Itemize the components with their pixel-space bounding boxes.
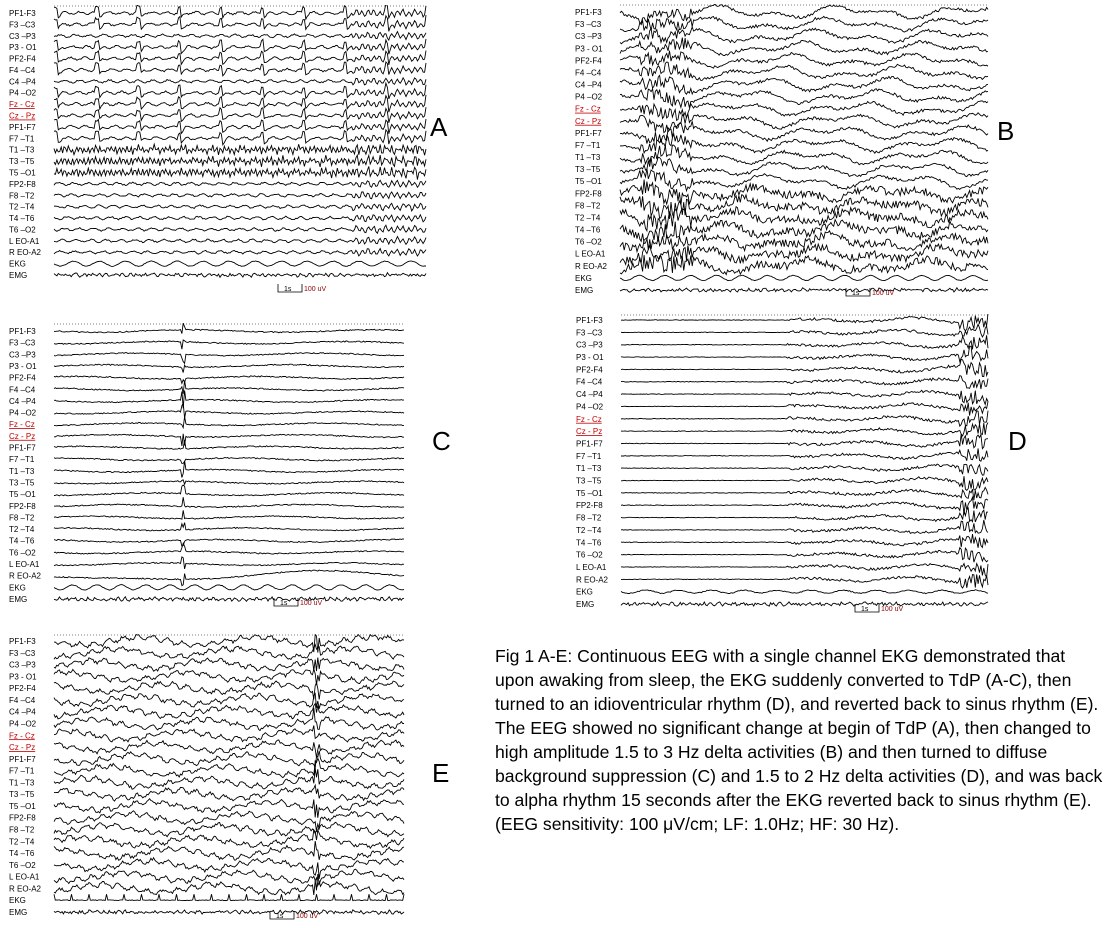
channel-label: Fz - Cz — [9, 100, 35, 110]
channel-label: T1 –T3 — [9, 145, 35, 155]
channel-label: P4 –O2 — [575, 92, 603, 102]
eeg-trace — [54, 180, 426, 187]
channel-label: F7 –T1 — [9, 134, 35, 144]
eeg-trace — [621, 602, 988, 606]
eeg-trace — [620, 4, 988, 23]
eeg-trace — [620, 51, 988, 68]
eeg-trace — [620, 145, 988, 165]
channel-label: R EO-A2 — [9, 884, 42, 894]
channel-label: PF2-F4 — [9, 54, 36, 64]
channel-label: L EO-A1 — [575, 249, 606, 259]
eeg-trace — [54, 215, 426, 222]
channel-label: EKG — [575, 273, 592, 283]
channel-label: P4 –O2 — [9, 88, 37, 98]
eeg-trace — [621, 534, 988, 548]
eeg-trace — [54, 822, 404, 836]
channel-label: PF1-F7 — [9, 754, 36, 764]
channel-label: F4 –C4 — [9, 385, 36, 395]
eeg-trace — [54, 15, 426, 31]
channel-label: EMG — [9, 595, 28, 604]
eeg-trace — [54, 440, 404, 449]
channel-label: T5 –O1 — [576, 488, 603, 498]
channel-label: T5 –O1 — [9, 801, 36, 811]
eeg-trace — [54, 390, 404, 408]
channel-label: F8 –T2 — [575, 201, 601, 211]
channel-label: C3 –P3 — [575, 32, 602, 42]
channel-label: PF1-F7 — [575, 128, 602, 138]
eeg-panel-e — [8, 634, 408, 924]
channel-label: PF1-F3 — [9, 637, 36, 646]
channel-label: L EO-A1 — [9, 560, 40, 570]
eeg-trace — [54, 107, 426, 123]
panel-letter-b: B — [997, 116, 1015, 146]
eeg-trace — [620, 168, 988, 190]
eeg-trace — [54, 858, 404, 879]
channel-label: T3 –T5 — [9, 790, 35, 800]
channel-label: PF1-F7 — [9, 443, 36, 453]
eeg-trace — [54, 78, 426, 85]
channel-label: C3 –P3 — [9, 660, 36, 670]
channel-label: T2 –T4 — [9, 525, 35, 535]
channel-label: F7 –T1 — [575, 140, 601, 150]
channel-label: F3 –C3 — [9, 648, 36, 658]
eeg-trace — [54, 381, 404, 394]
channel-label: T1 –T3 — [576, 464, 602, 474]
eeg-trace — [621, 548, 988, 563]
eeg-trace — [620, 16, 988, 32]
eeg-trace — [54, 130, 426, 145]
eeg-trace — [54, 726, 404, 742]
channel-label: FP2-F8 — [9, 501, 36, 511]
channel-label: P3 - O1 — [9, 361, 37, 371]
channel-label: EKG — [9, 896, 26, 906]
channel-label: EKG — [576, 587, 593, 597]
eeg-traces-e — [8, 634, 408, 924]
channel-label: P3 - O1 — [575, 44, 603, 54]
eeg-trace — [621, 574, 988, 588]
eeg-trace — [54, 510, 404, 519]
channel-label: T4 –T6 — [576, 538, 602, 548]
channel-label: T6 –O2 — [576, 550, 603, 560]
eeg-trace — [54, 799, 404, 818]
eeg-trace — [54, 894, 404, 900]
eeg-trace — [54, 119, 426, 134]
channel-label: T6 –O2 — [9, 225, 36, 235]
scale-time-label: 1s — [852, 290, 860, 297]
eeg-trace — [54, 457, 404, 463]
eeg-trace — [620, 195, 988, 219]
eeg-traces-a — [8, 5, 430, 303]
eeg-trace — [54, 768, 404, 789]
channel-label: Cz - Pz — [9, 431, 36, 441]
channel-label: R EO-A2 — [9, 248, 42, 258]
channel-label: PF2-F4 — [9, 684, 36, 694]
channel-label: Cz - Pz — [576, 427, 603, 437]
eeg-trace — [620, 157, 988, 176]
channel-label: P4 –O2 — [9, 408, 37, 418]
scale-amplitude-label: 100 uV — [304, 286, 327, 293]
eeg-trace — [54, 237, 426, 245]
eeg-trace — [54, 273, 426, 278]
panel-letter-a: A — [430, 112, 448, 142]
eeg-trace — [54, 878, 404, 895]
eeg-trace — [54, 557, 404, 569]
panel-letter-d: D — [1008, 426, 1027, 456]
eeg-trace — [54, 785, 404, 801]
eeg-trace — [621, 411, 988, 426]
channel-label: PF1-F3 — [9, 327, 36, 336]
eeg-trace — [621, 476, 988, 490]
eeg-trace — [54, 166, 426, 179]
channel-label: PF1-F3 — [9, 9, 36, 18]
channel-label: C4 –P4 — [9, 77, 36, 87]
figure-caption: Fig 1 A-E: Continuous EEG with a single channel EKG demonstrated that upon awaking from sleep, the EKG suddenly converted to TdP (A-C), then turned to an idioventricular rhythm (D), and reverted back to sinus rhythm (E). The EEG showed no significant change at begin of TdP (A), then changed to high amplitude 1.5 to 3 Hz delta activities (B) and then turned to diffuse background suppression (C) and 1.5 to 2 Hz delta activities (D), and was back to alpha rhythm 15 seconds after the EKG reverted back to sinus rhythm (E). (EEG sensitivity: 100 μV/cm; LF: 1.0Hz; HF: 30 Hz). — [495, 646, 1103, 834]
eeg-trace — [54, 261, 426, 267]
channel-label: R EO-A2 — [576, 575, 609, 585]
eeg-trace — [54, 62, 426, 76]
eeg-trace — [54, 155, 426, 167]
eeg-trace — [54, 751, 404, 769]
eeg-trace — [54, 585, 404, 591]
eeg-trace — [621, 464, 988, 475]
eeg-trace — [621, 376, 988, 390]
channel-label: T6 –O2 — [9, 860, 36, 870]
eeg-trace — [54, 323, 404, 334]
eeg-trace — [54, 434, 404, 446]
channel-label: Fz - Cz — [575, 104, 601, 114]
eeg-trace — [54, 485, 404, 496]
channel-label: T3 –T5 — [575, 165, 601, 175]
eeg-trace — [621, 314, 988, 331]
channel-label: C4 –P4 — [575, 80, 602, 90]
scale-time-label: 1s — [280, 600, 288, 607]
eeg-panel-b — [574, 4, 992, 302]
eeg-trace — [54, 353, 404, 364]
eeg-trace — [54, 693, 404, 709]
eeg-trace — [621, 520, 988, 533]
eeg-panel-a — [8, 5, 430, 303]
channel-label: L EO-A1 — [9, 236, 40, 246]
channel-label: T2 –T4 — [576, 525, 602, 535]
eeg-trace — [621, 564, 988, 578]
channel-label: T3 –T5 — [576, 476, 602, 486]
eeg-trace — [54, 480, 404, 484]
eeg-trace — [54, 203, 426, 211]
channel-label: F8 –T2 — [576, 513, 602, 523]
channel-label: T6 –O2 — [9, 548, 36, 558]
eeg-trace — [621, 508, 988, 522]
eeg-trace — [54, 403, 404, 418]
eeg-trace — [621, 390, 988, 404]
channel-label: C4 –P4 — [576, 390, 603, 400]
eeg-trace — [54, 543, 404, 554]
channel-label: EKG — [9, 583, 26, 593]
eeg-trace — [621, 487, 988, 500]
eeg-trace — [621, 497, 988, 514]
eeg-trace — [54, 910, 404, 915]
channel-label: F4 –C4 — [575, 68, 602, 78]
channel-label: T1 –T3 — [575, 153, 601, 163]
eeg-trace — [621, 590, 988, 594]
eeg-trace — [54, 830, 404, 849]
channel-label: EMG — [576, 600, 595, 609]
eeg-panel-c — [8, 323, 408, 611]
channel-label: P4 –O2 — [576, 402, 604, 412]
channel-label: T5 –O1 — [9, 490, 36, 500]
eeg-trace — [54, 364, 404, 372]
eeg-trace — [54, 523, 404, 531]
channel-label: T2 –T4 — [9, 837, 35, 847]
channel-label: T5 –O1 — [9, 168, 36, 178]
channel-label: T6 –O2 — [575, 237, 602, 247]
channel-label: PF1-F3 — [575, 8, 602, 17]
channel-label: F7 –T1 — [576, 451, 602, 461]
eeg-panel-d — [575, 314, 992, 619]
channel-label: T3 –T5 — [9, 478, 35, 488]
eeg-trace — [621, 335, 988, 349]
eeg-trace — [54, 597, 404, 602]
eeg-trace — [620, 134, 988, 153]
channel-label: F7 –T1 — [9, 455, 35, 465]
channel-label: T4 –T6 — [575, 225, 601, 235]
eeg-trace — [620, 62, 988, 80]
eeg-trace — [621, 423, 988, 436]
eeg-trace — [54, 669, 404, 685]
channel-label: FP2-F8 — [576, 501, 603, 511]
channel-label: PF1-F7 — [9, 122, 36, 132]
eeg-trace — [54, 225, 426, 233]
eeg-trace — [620, 220, 988, 244]
channel-label: T5 –O1 — [575, 177, 602, 187]
channel-label: FP2-F8 — [9, 179, 36, 189]
channel-label: T3 –T5 — [9, 157, 35, 167]
channel-label: P3 - O1 — [576, 353, 604, 363]
eeg-trace — [621, 359, 988, 376]
channel-label: R EO-A2 — [9, 571, 42, 581]
channel-label: P3 - O1 — [9, 672, 37, 682]
channel-label: C3 –P3 — [9, 350, 36, 360]
channel-label: T4 –T6 — [9, 214, 35, 224]
channel-label: FP2-F8 — [575, 189, 602, 199]
eeg-traces-d — [575, 314, 992, 619]
eeg-trace — [621, 434, 988, 449]
channel-label: C4 –P4 — [9, 707, 36, 717]
eeg-trace — [621, 448, 988, 461]
channel-label: T4 –T6 — [9, 536, 35, 546]
channel-label: P3 - O1 — [9, 43, 37, 53]
scale-amplitude-label: 100 uV — [300, 600, 323, 607]
eeg-trace — [54, 192, 426, 199]
eeg-trace — [54, 51, 426, 65]
eeg-trace — [54, 39, 426, 54]
eeg-trace — [54, 658, 404, 672]
channel-label: FP2-F8 — [9, 813, 36, 823]
eeg-trace — [54, 708, 404, 731]
channel-label: EMG — [9, 908, 28, 917]
eeg-trace — [620, 76, 988, 95]
scale-time-label: 1s — [861, 606, 869, 613]
eeg-trace — [54, 461, 404, 478]
scale-time-label: 1s — [284, 286, 292, 293]
eeg-trace — [54, 376, 404, 384]
eeg-trace — [620, 180, 988, 206]
eeg-trace — [621, 401, 988, 415]
panel-letter-c: C — [432, 426, 451, 456]
channel-label: C4 –P4 — [9, 396, 36, 406]
scale-amplitude-label: 100 uV — [881, 606, 904, 613]
channel-label: EKG — [9, 259, 26, 269]
channel-label: L EO-A1 — [576, 562, 607, 572]
channel-label: F8 –T2 — [9, 825, 35, 835]
channel-label: Fz - Cz — [9, 420, 35, 430]
channel-label: F3 –C3 — [576, 328, 603, 338]
eeg-trace — [54, 570, 404, 586]
eeg-trace — [54, 95, 426, 112]
eeg-trace — [54, 539, 404, 546]
eeg-trace — [54, 144, 426, 155]
channel-label: Fz - Cz — [576, 414, 602, 424]
channel-label: Cz - Pz — [575, 116, 602, 126]
channel-label: T4 –T6 — [9, 849, 35, 859]
eeg-trace — [620, 275, 988, 281]
eeg-trace — [54, 645, 404, 660]
channel-label: F3 –C3 — [9, 20, 36, 30]
channel-label: F8 –T2 — [9, 513, 35, 523]
channel-label: PF1-F3 — [576, 316, 603, 325]
eeg-trace — [54, 83, 426, 99]
channel-label: Cz - Pz — [9, 111, 36, 121]
eeg-trace — [54, 249, 426, 256]
eeg-trace — [620, 38, 988, 56]
channel-label: P4 –O2 — [9, 719, 37, 729]
channel-label: T1 –T3 — [9, 778, 35, 788]
channel-label: F8 –T2 — [9, 191, 35, 201]
channel-label: F4 –C4 — [9, 695, 36, 705]
eeg-trace — [54, 869, 404, 890]
eeg-trace — [54, 497, 404, 507]
channel-label: T1 –T3 — [9, 466, 35, 476]
eeg-trace — [620, 255, 988, 274]
eeg-traces-b — [574, 4, 992, 302]
channel-label: C3 –P3 — [576, 340, 603, 350]
eeg-trace — [620, 288, 988, 293]
channel-label: EMG — [9, 271, 28, 280]
channel-label: F7 –T1 — [9, 766, 35, 776]
scale-time-label: 1s — [276, 913, 284, 920]
channel-label: PF1-F7 — [576, 439, 603, 449]
channel-label: PF2-F4 — [575, 56, 602, 66]
channel-label: C3 –P3 — [9, 31, 36, 41]
channel-label: F4 –C4 — [576, 377, 603, 387]
eeg-trace — [621, 324, 988, 337]
channel-label: F4 –C4 — [9, 65, 36, 75]
channel-label: PF2-F4 — [9, 373, 36, 383]
channel-label: T2 –T4 — [575, 213, 601, 223]
channel-label: EMG — [575, 286, 594, 295]
channel-label: L EO-A1 — [9, 872, 40, 882]
eeg-trace — [54, 417, 404, 428]
channel-label: F3 –C3 — [575, 20, 602, 30]
eeg-trace — [54, 340, 404, 349]
eeg-trace — [54, 5, 426, 19]
channel-label: Fz - Cz — [9, 731, 35, 741]
channel-label: T2 –T4 — [9, 202, 35, 212]
panel-letter-e: E — [432, 758, 450, 788]
channel-label: F3 –C3 — [9, 338, 36, 348]
channel-label: R EO-A2 — [575, 261, 608, 271]
eeg-trace — [54, 758, 404, 777]
channel-label: PF2-F4 — [576, 365, 603, 375]
eeg-trace — [54, 704, 404, 719]
eeg-trace — [620, 89, 988, 108]
eeg-trace — [54, 32, 426, 40]
eeg-traces-c — [8, 323, 408, 611]
eeg-trace — [54, 681, 404, 699]
scale-amplitude-label: 100 uV — [872, 290, 895, 297]
channel-label: Cz - Pz — [9, 743, 36, 753]
scale-amplitude-label: 100 uV — [296, 913, 319, 920]
